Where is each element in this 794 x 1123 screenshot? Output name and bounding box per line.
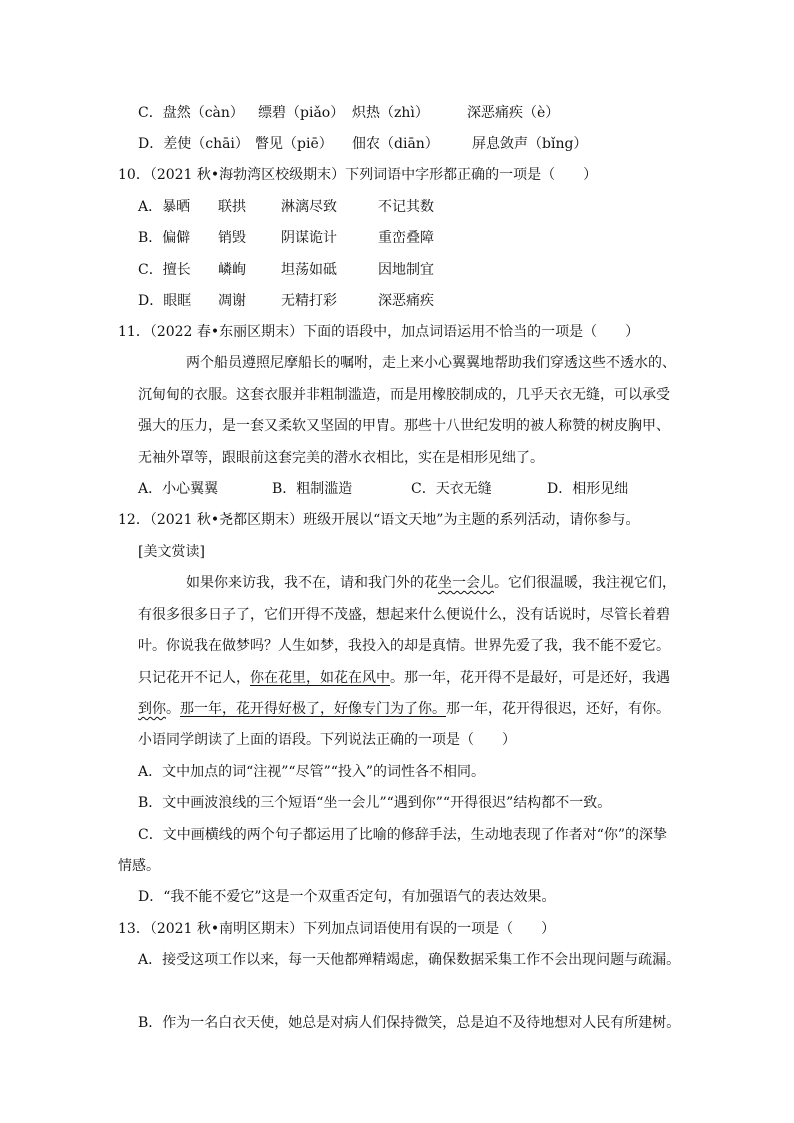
q12-p5-wavy: 到你 <box>138 701 166 717</box>
q12-option-c-line2: 情感。 <box>118 858 160 874</box>
q10-d-w2: 凋谢 <box>218 293 246 309</box>
q10-c-w3: 坦荡如砥 <box>281 262 337 278</box>
q12-p4-underline: 你在花里，如花在风中 <box>250 670 390 686</box>
q9-d-w3: 佃农（diān） <box>352 136 439 152</box>
q10-d-w1: D．眼眶 <box>138 293 192 309</box>
q10-d-w3: 无精打彩 <box>281 293 337 309</box>
q11-opt-c: C．天衣无缝 <box>411 481 492 497</box>
q12-option-b: B．文中画波浪线的三个短语“坐一会儿”“遇到你”“开得很迟”结构都不一致。 <box>138 795 612 811</box>
q12-p1-a: 如果你来访我，我不在，请和我门外的花 <box>186 575 438 591</box>
q10-b-w3: 阴谋诡计 <box>281 230 337 246</box>
q12-para-line4 <box>138 669 670 687</box>
q10-a-w3: 淋漓尽致 <box>281 199 337 215</box>
q12-option-a: A．文中加点的词“注视”“尽管”“投入”的词性各不相同。 <box>138 764 486 780</box>
q12-p5-underline: 那一年，花开得好极了，好像专门为了你。 <box>180 701 446 717</box>
q10-b-w4: 重峦叠障 <box>378 230 434 246</box>
q12-p5-d: 那一年，花开得很迟，还好，有你。 <box>446 701 670 717</box>
q10-c-w4: 因地制宜 <box>378 262 434 278</box>
q13-stem: 13．（2021 秋•南明区期末）下列加点词语使用有误的一项是（ ） <box>118 921 556 937</box>
q9-c-w2: 缥碧（piǎo） <box>258 105 345 121</box>
q10-a-w2: 联拱 <box>218 199 246 215</box>
q13-option-b: B．作为一名白衣天使，她总是对病人们保持微笑，总是迫不及待地想对人民有所建树。 <box>138 1015 681 1031</box>
q11-opt-a: A．小心翼翼 <box>138 481 219 497</box>
q12-p1-c: 。它们很温暖，我注视它们， <box>494 575 676 591</box>
q10-c-w2: 嶙峋 <box>218 262 246 278</box>
q12-para-line2: 有很多很多日子了，它们开得不茂盛，想起来什么便说什么，没有话说时，尽管长着碧 <box>138 607 670 623</box>
q12-p5-b: 。 <box>166 701 180 717</box>
q10-b-w2: 销毁 <box>218 230 246 246</box>
q11-para-line3: 强大的压力，是一套又柔软又坚固的甲胄。那些十八世纪发明的被人称赞的树皮胸甲、 <box>138 418 670 434</box>
q12-p4-c: 。那一年，花开得不是最好，可是还好，我遇 <box>390 670 670 686</box>
q11-para-line4: 无袖外罩等，跟眼前这套完美的潜水衣相比，实在是相形见绌了。 <box>138 450 544 466</box>
q11-opt-b: B．粗制滥造 <box>272 481 353 497</box>
q12-p4-a: 只记花开不记人， <box>138 670 250 686</box>
q12-section-label: [美文赏读] <box>138 544 205 560</box>
q10-a-w4: 不记其数 <box>378 199 434 215</box>
q9-c-w4: 深恶痛疾（è） <box>467 105 560 121</box>
q10-d-w4: 深恶痛疾 <box>378 293 434 309</box>
q12-para-line1 <box>186 574 676 592</box>
q9-d-w4: 屏息敛声（bǐng） <box>472 136 588 152</box>
q11-stem: 11．（2022 春•东丽区期末）下面的语段中，加点词语运用不恰当的一项是（ ） <box>118 324 640 340</box>
q9-c-label: C．盘然（càn） <box>138 105 244 121</box>
q12-option-c-line1: C．文中画横线的两个句子都运用了比喻的修辞手法，生动地表现了作者对“你”的深挚 <box>138 827 668 843</box>
q10-c-w1: C．擅长 <box>138 262 191 278</box>
q9-d-w2: 瞥见（piē） <box>255 136 333 152</box>
q9-d-label: D．差使（chāi） <box>138 136 249 152</box>
q10-stem: 10．（2021 秋•海勃湾区校级期末）下列词语中字形都正确的一项是（ ） <box>118 167 598 183</box>
q12-question: 小语同学朗读了上面的语段。下列说法正确的一项是（ ） <box>138 732 516 748</box>
q12-para-line3: 叶。你说我在做梦吗？人生如梦，我投入的却是真情。世界先爱了我，我不能不爱它。 <box>138 638 670 654</box>
q10-a-w1: A．暴晒 <box>138 199 191 215</box>
q13-option-a: A．接受这项工作以来，每一天他都殚精竭虑，确保数据采集工作不会出现问题与疏漏。 <box>138 952 681 968</box>
q10-b-w1: B．偏僻 <box>138 230 191 246</box>
q9-c-w3: 炽热（zhì） <box>352 105 429 121</box>
q12-p1-wavy: 坐一会儿 <box>438 575 494 591</box>
q11-para-line2: 沉甸甸的衣服。这套衣服并非粗制滥造，而是用橡胶制成的，几乎天衣无缝，可以承受 <box>138 387 670 403</box>
q12-stem: 12．（2021 秋•尧都区期末）班级开展以“语文天地”为主题的系列活动，请你参与。 <box>118 512 640 528</box>
q12-para-line5 <box>138 700 670 718</box>
q11-opt-d: D．相形见绌 <box>547 481 629 497</box>
q11-para-line1: 两个船员遵照尼摩船长的嘱咐，走上来小心翼翼地帮助我们穿透这些不透水的、 <box>186 355 676 371</box>
q12-option-d: D．“我不能不爱它”这是一个双重否定句，有加强语气的表达效果。 <box>138 889 556 905</box>
